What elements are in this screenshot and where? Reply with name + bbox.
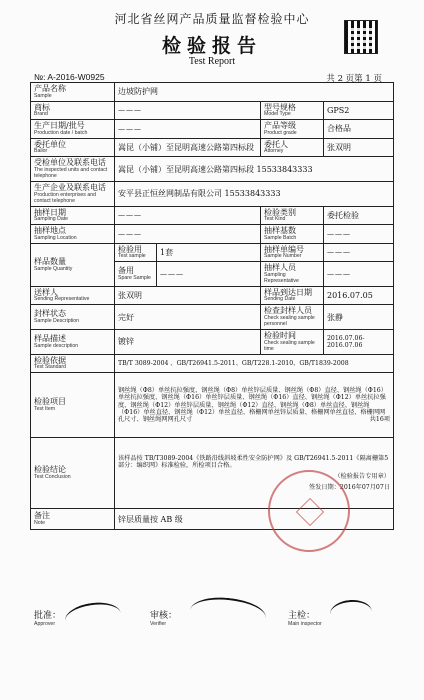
sampling-rep-label: 抽样人员 Sampling Representative — [261, 262, 324, 287]
report-table — [30, 82, 394, 530]
sampling-location-value: ——— — [115, 225, 261, 244]
model-value: GPS2 — [324, 101, 394, 120]
test-sample-label: 检验用 Test sample — [115, 243, 157, 262]
sample-desc-value: 完好 — [115, 305, 261, 330]
sample-description-value: 镀锌 — [115, 330, 261, 355]
qr-code-icon — [344, 20, 378, 54]
sample-batch-value: ——— — [324, 225, 394, 244]
test-item-value: 钢丝绳（Φ8）单丝抗拉强度、钢丝绳（Φ8）单丝锌层质量、钢丝绳（Φ8）直径、钢丝绳（Φ16）单丝抗拉强度、钢丝绳（Φ16）单丝锌层质量、钢丝绳（Φ16）直径、钢丝绳（Φ12）单丝抗拉强度、钢丝绳（Φ12）单丝锌层质量、钢丝绳（Φ12）直径、钢丝绳（Φ8）单丝直径、钢丝绳（Φ16）单丝直径、钢丝绳（Φ12）单丝直径、格栅网单丝锌层质量、格栅网单丝直径、格栅网网孔尺寸、钢丝绳网网孔尺寸 — [118, 387, 387, 423]
test-sample-value: 1套 — [157, 243, 261, 262]
page-count: 共 2 页第 1 页 — [326, 74, 382, 84]
product-name-value: 边坡防护网 — [115, 83, 394, 102]
verifier-scribble-icon — [189, 594, 268, 634]
verifier-signature: 审核： Verifier — [150, 611, 178, 627]
brand-value: ——— — [115, 101, 261, 120]
test-item-label: 检验项目 Test Item — [31, 373, 115, 438]
product-name-label: 产品名称 Sample — [31, 83, 115, 102]
sample-description-label: 样品描述 Sample description — [31, 330, 115, 355]
inspected-unit-label: 受检单位及联系电话 The inspected units and contact telephone — [31, 157, 115, 182]
sample-number-label: 抽样单编号 Sample Number — [261, 243, 324, 262]
sample-batch-label: 抽样基数 Sample Batch — [261, 225, 324, 244]
sample-quantity-label: 样品数量 Sample Quantity — [31, 243, 115, 286]
test-kind-label: 检验类别 Test Kind — [261, 206, 324, 225]
report-number: №: A-2016-W0925 — [34, 72, 105, 82]
production-date-label: 生产日期/批号 Production date / batch — [31, 120, 115, 139]
sending-rep-value: 张双明 — [115, 286, 261, 305]
attorney-label: 委托人 Attorney — [261, 138, 324, 157]
product-grade-value: 合格品 — [324, 120, 394, 139]
stamp-text: （检验报告专用章） — [334, 473, 390, 481]
client-value: 嵩昆（小铺）至昆明高速公路第四标段 — [115, 138, 261, 157]
inspection-seal-icon — [268, 470, 350, 552]
sending-date-value: 2016.07.05 — [324, 286, 394, 305]
model-label: 型号规格 Model Type — [261, 101, 324, 120]
test-standard-value: TB/T 3089-2004 、GB/T26941.5-2011、GB/T228.1-2010、GB/T1839-2008 — [115, 354, 394, 373]
product-grade-label: 产品等级 Product grade — [261, 120, 324, 139]
client-label: 委托单位 Bailor — [31, 138, 115, 157]
spare-sample-label: 备用 Spare Sample — [115, 262, 157, 287]
conclusion-label: 检验结论 Test Conclusion — [31, 438, 115, 509]
report-title-en: Test Report — [188, 56, 236, 67]
report-title: 检验报告 — [161, 35, 262, 57]
producer-label: 生产企业及联系电话 Production enterprises and contact telephone — [31, 181, 115, 206]
note-label: 备注 Note — [31, 509, 115, 530]
test-time-label: 检验时间 Check sealing sample time — [261, 330, 324, 355]
sampling-location-label: 抽样地点 Sampling Location — [31, 225, 115, 244]
sampling-date-value: ——— — [115, 206, 261, 225]
inspector-signature: 主检： Main inspector — [288, 611, 322, 627]
note-value: 锌层质量按 AB 级 — [115, 509, 394, 530]
approver-signature: 批准： Approver — [34, 611, 62, 627]
test-kind-value: 委托检验 — [324, 206, 394, 225]
attorney-value: 张双明 — [324, 138, 394, 157]
check-person-label: 检查封样人员 Check sealing sample personnel — [261, 305, 324, 330]
test-item-cell — [115, 373, 394, 438]
conclusion-cell — [115, 438, 394, 509]
test-item-count: 共16项 — [369, 415, 390, 423]
sample-number-value: ——— — [324, 243, 394, 262]
test-standard-label: 检验依据 Test Standard — [31, 354, 115, 373]
approver-scribble-icon — [63, 599, 122, 635]
sampling-rep-value: ——— — [324, 262, 394, 287]
inspector-scribble-icon — [329, 599, 373, 628]
production-date-value: ——— — [115, 120, 261, 139]
sending-rep-label: 送样人 Sending Representative — [31, 286, 115, 305]
issue-date: 签发日期：2016年07月07日 — [309, 484, 390, 492]
check-person-value: 张静 — [324, 305, 394, 330]
sampling-date-label: 抽样日期 Sampling Date — [31, 206, 115, 225]
inspected-unit-value: 嵩昆（小铺）至昆明高速公路第四标段 15533843333 — [115, 157, 394, 182]
conclusion-value: 该样品按 TB/T3089-2004《铁路沿线斜坡柔性安全防护网》及 GB/T26941.5-2011《隔离栅第5部分：编织网》标准检验，所检项目合格。 — [118, 454, 389, 470]
test-time-value: 2016.07.06-2016.07.06 — [324, 330, 394, 355]
organization-name: 河北省丝网产品质量监督检验中心 — [114, 12, 310, 26]
sample-desc-label: 封样状态 Sample Description — [31, 305, 115, 330]
sending-date-label: 样品到达日期 Sending Date — [261, 286, 324, 305]
brand-label: 商标 Brand — [31, 101, 115, 120]
producer-value: 安平县正恒丝网制品有限公司 15533843333 — [115, 181, 394, 206]
spare-sample-value: ——— — [157, 262, 261, 287]
